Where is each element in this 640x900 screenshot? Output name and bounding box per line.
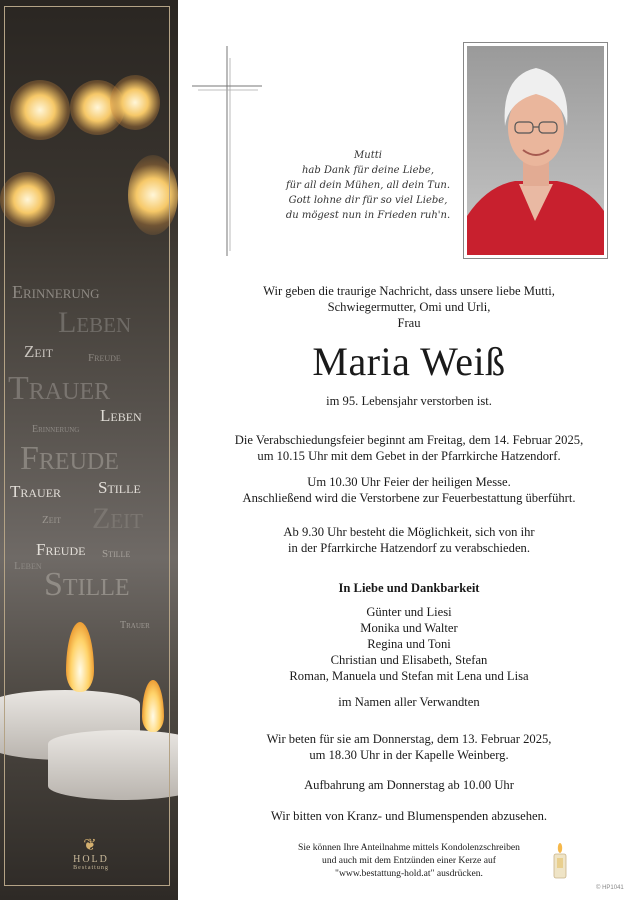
panel-word: Leben — [14, 560, 42, 572]
love-heading: In Liebe und Dankbarkeit — [338, 581, 480, 595]
family-member: Roman, Manuela und Stefan mit Lena und Lisa — [289, 669, 529, 683]
farewell-line: Die Verabschiedungsfeier beginnt am Freitag, dem 14. Februar 2025, — [234, 433, 584, 447]
laying-out-line: Aufbahrung am Donnerstag ab 10.00 Uhr — [304, 778, 514, 792]
condolence-line: und auch mit dem Entzünden einer Kerze auf — [322, 855, 496, 866]
panel-word: Zeit — [24, 342, 54, 361]
panel-word: Erinnerung — [32, 424, 80, 435]
verse-line: du mögest nun in Frieden ruh'n. — [285, 210, 451, 221]
no-flowers-line: Wir bitten von Kranz- und Blumenspenden abzusehen. — [270, 809, 548, 823]
logo-text: HOLD — [73, 854, 109, 865]
panel-word: Leben — [58, 306, 132, 339]
panel-word: Erinnerung — [12, 282, 100, 302]
portrait-image — [467, 46, 604, 255]
panel-word: Freude — [20, 440, 119, 477]
condolence-line: Sie können Ihre Anteilnahme mittels Kondolenzschreiben — [298, 842, 520, 853]
document-code: © HP1041 — [596, 885, 624, 891]
panel-word: Trauer — [8, 370, 111, 407]
relatives-line: im Namen aller Verwandten — [338, 695, 480, 709]
intro-line: Wir geben die traurige Nachricht, dass unsere liebe Mutti, — [263, 284, 555, 298]
panel-word: Freude — [88, 352, 121, 364]
condolence-line: "www.bestattung-hold.at" ausdrücken. — [335, 868, 483, 879]
memorial-verse — [268, 148, 468, 223]
panel-word: Freude — [36, 540, 86, 559]
funeral-home-logo — [66, 838, 116, 871]
cross-icon — [192, 46, 262, 256]
family-member: Monika und Walter — [360, 621, 458, 635]
panel-word: Leben — [100, 406, 142, 425]
panel-word: Trauer — [120, 620, 150, 631]
intro-line: Schwiegermutter, Omi und Urli, — [327, 300, 491, 314]
age-line: im 95. Lebensjahr verstorben ist. — [326, 394, 492, 408]
prayer-text — [178, 731, 640, 763]
panel-word: Zeit — [92, 502, 143, 535]
verse-line: hab Dank für deine Liebe, — [301, 165, 435, 176]
mass-line: Anschließend wird die Verstorbene zur Feuerbestattung überführt. — [242, 491, 576, 505]
intro-line: Frau — [397, 316, 421, 330]
family-member: Regina und Toni — [367, 637, 451, 651]
intro-text — [178, 283, 640, 331]
prayer-line: Wir beten für sie am Donnerstag, dem 13. Februar 2025, — [266, 732, 552, 746]
viewing-line: in der Pfarrkirche Hatzendorf zu verabschieden. — [288, 541, 530, 555]
panel-word: Trauer — [10, 482, 62, 501]
farewell-text — [178, 432, 640, 464]
verse-line: für all dein Mühen, all dein Tun. — [285, 180, 450, 191]
verse-line: Gott lohne dir für so viel Liebe, — [288, 195, 448, 206]
decorative-candle-panel — [0, 0, 178, 900]
farewell-line: um 10.15 Uhr mit dem Gebet in der Pfarrkirche Hatzendorf. — [257, 449, 561, 463]
mass-text — [178, 474, 640, 506]
mass-line: Um 10.30 Uhr Feier der heiligen Messe. — [307, 475, 511, 489]
viewing-line: Ab 9.30 Uhr besteht die Möglichkeit, sich von ihr — [283, 525, 535, 539]
logo-subtext: Bestattung — [73, 865, 109, 871]
condolence-text — [178, 841, 640, 880]
prayer-line: um 18.30 Uhr in der Kapelle Weinberg. — [309, 748, 509, 762]
deceased-name: Maria Weiß — [312, 339, 506, 384]
panel-frame — [4, 6, 170, 886]
panel-word: Stille — [102, 548, 131, 560]
grave-candle-icon — [553, 842, 567, 880]
portrait-photo — [463, 42, 608, 259]
leaf-icon: ❦ — [83, 837, 99, 854]
panel-word: Zeit — [42, 514, 62, 526]
family-list — [178, 604, 640, 684]
panel-word: Stille — [44, 566, 130, 603]
panel-word: Stille — [98, 478, 141, 497]
family-member: Günter und Liesi — [366, 605, 452, 619]
verse-line: Mutti — [354, 150, 382, 161]
family-member: Christian und Elisabeth, Stefan — [330, 653, 488, 667]
viewing-text — [178, 524, 640, 556]
